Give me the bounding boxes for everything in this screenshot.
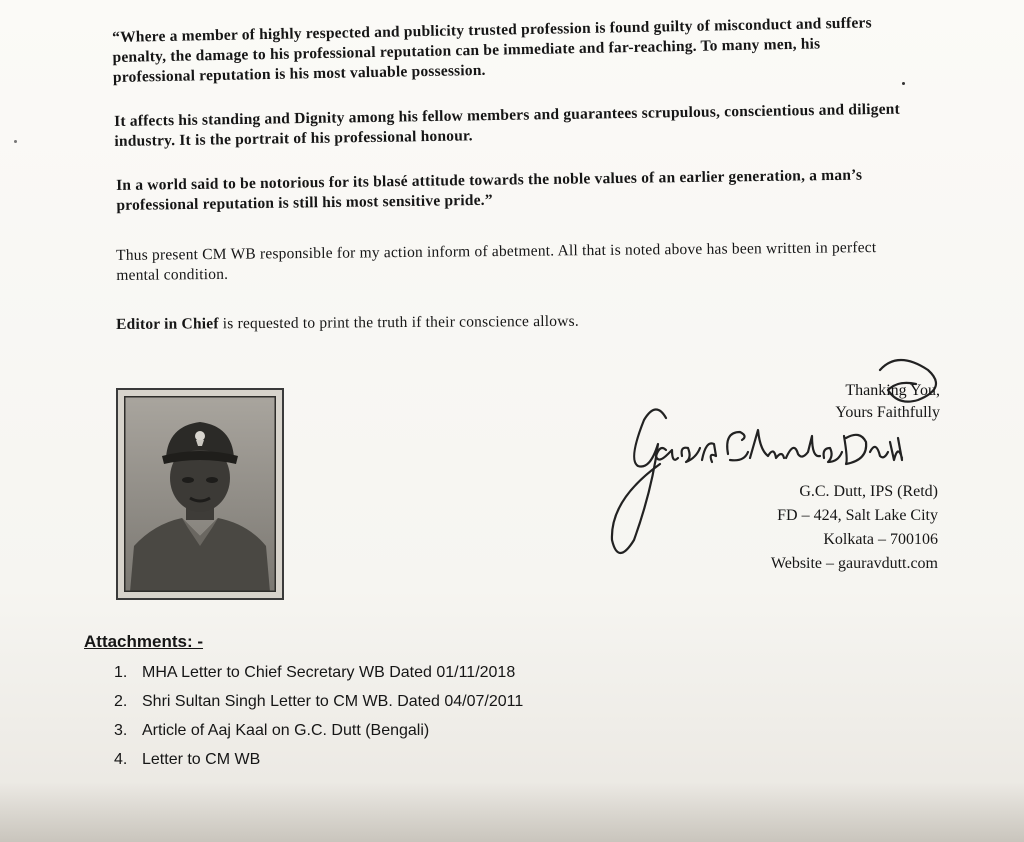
list-item-text: MHA Letter to Chief Secretary WB Dated 01/11/2018: [142, 664, 516, 681]
dignity-paragraph: It affects his standing and Dignity among his fellow members and guarantees scrupulous, conscientious and diligent industry. It is the portrait of his professional honour.: [114, 100, 901, 150]
website-text: Website – gauravdutt.com: [770, 555, 938, 572]
thanking-text: Thanking You,: [845, 382, 940, 399]
list-item-text: Shri Sultan Singh Letter to CM WB. Dated 04/07/2011: [142, 693, 524, 710]
signatory-block: [700, 480, 938, 576]
list-item-number: 1.: [114, 664, 128, 681]
editor-in-chief-text: Editor in Chief: [116, 315, 219, 333]
editor-request-paragraph: [116, 310, 876, 335]
yours-faithfully-text: Yours Faithfully: [835, 404, 940, 421]
attachments-heading: Attachments: -: [84, 632, 204, 651]
scan-speck: [14, 140, 17, 143]
portrait-photo: [116, 388, 284, 600]
closing-block: [700, 380, 940, 424]
abetment-paragraph: Thus present CM WB responsible for my action inform of abetment. All that is noted above has been written in perfect mental condition.: [116, 239, 877, 284]
list-item-number: 2.: [114, 693, 128, 710]
officer-portrait-graphic: [124, 396, 276, 592]
attachments-list: [114, 658, 523, 774]
address-line-2: Kolkata – 700106: [823, 531, 938, 548]
signatory-name: G.C. Dutt, IPS (Retd): [799, 483, 938, 500]
list-item-text: Article of Aaj Kaal on G.C. Dutt (Bengali): [142, 722, 430, 739]
list-item-number: 3.: [114, 722, 128, 739]
address-line-1: FD – 424, Salt Lake City: [777, 507, 938, 524]
reputation-paragraph: In a world said to be notorious for its blasé attitude towards the noble values of an earlier generation, a man’s professional reputation is still his most sensitive pride.”: [116, 166, 863, 214]
quote-paragraph: “Where a member of highly respected and publicity trusted profession is found guilty of misconduct and suffers penalty, the damage to his professional reputation can be immediate and far-reaching. To many men, his professional reputation is his most valuable possession.: [112, 14, 872, 86]
list-item: [114, 745, 523, 774]
list-item: [114, 687, 523, 716]
list-item: [114, 658, 523, 687]
editor-request-text: is requested to print the truth if their conscience allows.: [218, 312, 579, 333]
list-item: [114, 716, 523, 745]
portrait-image: [124, 396, 276, 592]
scan-speck: [902, 82, 905, 85]
list-item-number: 4.: [114, 751, 128, 768]
list-item-text: Letter to CM WB: [142, 751, 261, 768]
